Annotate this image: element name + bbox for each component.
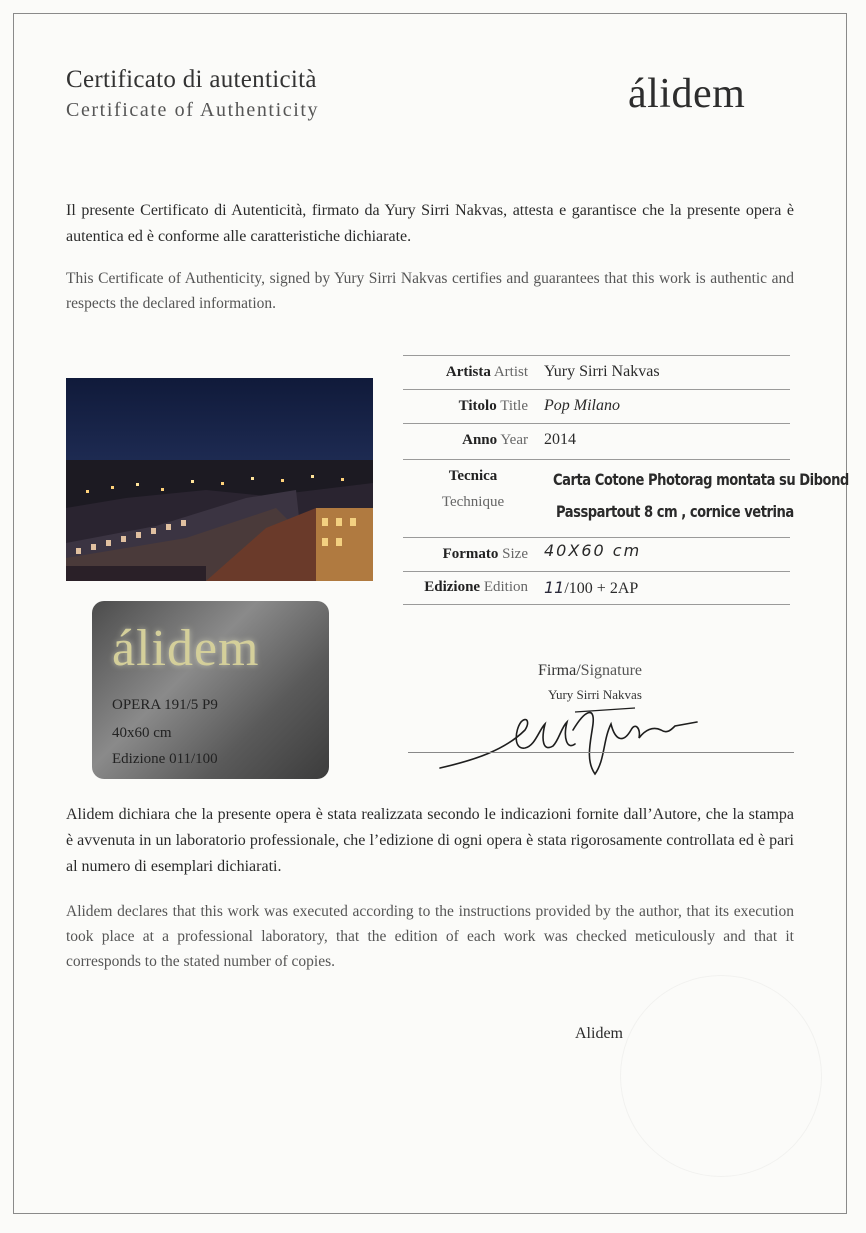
- declaration-text-it: Alidem dichiara che la presente opera è stata realizzata secondo le indicazioni fornite dall’Autore, che la stampa è avvenuta in un laboratorio professionale, che l’edizione di ogni opera è stata rigorosamente controllata ed è pari al numero di esemplari dichiarati.: [66, 806, 794, 875]
- seal-brand: álidem: [112, 620, 260, 677]
- title-value: Pop Milano: [544, 397, 620, 414]
- size-label-en: Size: [502, 546, 528, 562]
- size-label-it: Formato: [442, 546, 499, 562]
- signer-name: Yury Sirri Nakvas: [548, 687, 642, 702]
- hologram-seal: [92, 601, 329, 779]
- faint-stamp: [620, 975, 822, 1177]
- detail-row-year: [403, 423, 790, 459]
- edition-label-en: Edition: [483, 579, 528, 595]
- edition-label-it: Edizione: [424, 579, 481, 595]
- technique-value-line2: Passpartout 8 cm , cornice vetrina: [556, 502, 794, 521]
- year-value: 2014: [544, 431, 576, 448]
- artist-label-it: Artista: [445, 364, 491, 380]
- size-value: 40X60 cm: [544, 541, 642, 560]
- detail-row-title: [403, 389, 790, 423]
- technique-label-it: Tecnica: [448, 468, 498, 484]
- intro-text-en: This Certificate of Authenticity, signed by Yury Sirri Nakvas certifies and guarantees that this work is authentic and respects the declared information.: [66, 270, 794, 312]
- seal-size: 40x60 cm: [112, 725, 172, 741]
- technique-label-en: Technique: [441, 494, 505, 510]
- edition-total: /100 + 2AP: [564, 580, 639, 597]
- brand-logo: álidem: [628, 71, 746, 117]
- detail-row-edition: [403, 571, 790, 605]
- closing-signoff: Alidem: [575, 1025, 623, 1042]
- page-subtitle: Certificate of Authenticity: [66, 99, 320, 121]
- seal-edition: Edizione 011/100: [112, 751, 218, 767]
- year-label-it: Anno: [462, 432, 498, 448]
- technique-value-line1: Carta Cotone Photorag montata su Dibond: [553, 470, 849, 489]
- artist-value: Yury Sirri Nakvas: [544, 363, 660, 380]
- artwork-photo: [66, 378, 373, 581]
- page-title: Certificato di autenticità: [66, 66, 317, 93]
- signature-line: [408, 752, 794, 753]
- title-label-en: Title: [500, 398, 528, 414]
- city-night-image: [66, 378, 373, 581]
- seal-opera-number: OPERA 191/5 P9: [112, 697, 218, 713]
- artist-label-en: Artist: [493, 364, 528, 380]
- detail-row-technique: [403, 459, 849, 537]
- edition-number-handwritten: 11: [544, 578, 565, 597]
- declaration-text-en: Alidem declares that this work was executed according to the instructions provided by the author, that its execution took place at a professional laboratory, that the edition of each work was checked meticulously and that it corresponds to the stated number of copies.: [66, 903, 794, 970]
- title-label-it: Titolo: [458, 398, 497, 414]
- artwork-details-table: [403, 355, 849, 605]
- signature-label: Firma/Signature: [538, 662, 642, 679]
- year-label-en: Year: [500, 432, 528, 448]
- detail-row-artist: [403, 355, 790, 389]
- detail-row-size: [403, 537, 790, 571]
- handwritten-signature: [435, 700, 715, 780]
- intro-text-it: Il presente Certificato di Autenticità, firmato da Yury Sirri Nakvas, attesta e garantisce che la presente opera è autentica ed è conforme alle caratteristiche dichiarate.: [66, 202, 794, 245]
